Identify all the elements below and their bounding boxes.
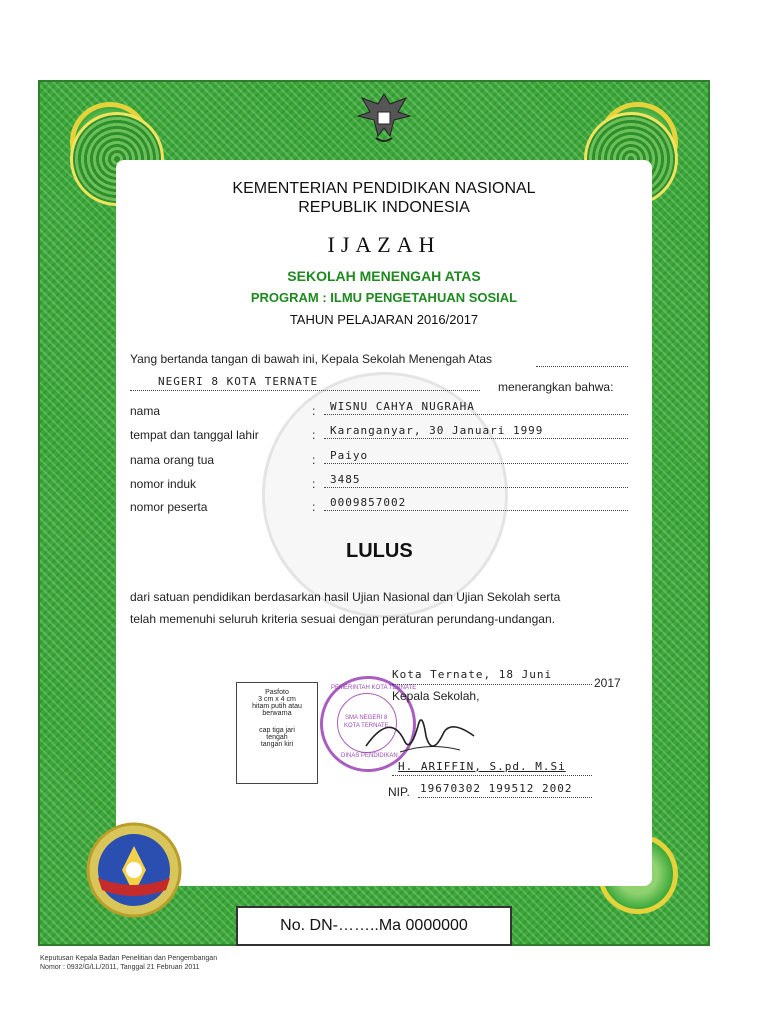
field-value-birth: Karanganyar, 30 Januari 1999 [330, 424, 544, 437]
footnote-line-2: Nomor : 0932/G/LL/2011, Tanggal 21 Februari 2011 [40, 964, 200, 971]
field-label-name: nama [130, 404, 161, 418]
footnote-line-1: Keputusan Kepala Badan Penelitian dan Pengembangan [40, 955, 218, 962]
field-value-name: WISNU CAHYA NUGRAHA [330, 400, 475, 413]
certificate-title: IJAZAH [327, 232, 441, 257]
field-label-exam-number: nomor peserta [130, 500, 208, 514]
field-colon: : [312, 453, 316, 467]
stamp-text-top: PEMERINTAH KOTA TERNATE [331, 685, 417, 691]
intro-dots [536, 366, 628, 367]
photo-placeholder-box [236, 682, 318, 784]
field-dots [324, 414, 628, 415]
statement-line-1: dari satuan pendidikan berdasarkan hasil Ujian Nasional dan Ujian Sekolah serta [130, 590, 561, 604]
field-label-birth: tempat dan tanggal lahir [130, 428, 259, 442]
intro-line: Yang bertanda tangan di bawah ini, Kepala Sekolah Menengah Atas [130, 352, 493, 366]
signature-place-date: Kota Ternate, 18 Juni [392, 668, 553, 681]
garuda-emblem-icon [354, 88, 414, 146]
result-status: LULUS [346, 540, 413, 562]
photo-text-4: berwarna [262, 710, 292, 717]
principal-name: H. ARIFFIN, S.pd. M.Si [398, 760, 566, 773]
field-colon: : [312, 477, 316, 491]
declares-text: menerangkan bahwa: [498, 380, 614, 394]
nip-dots [418, 797, 592, 798]
field-dots [324, 510, 628, 511]
diploma-number-box: No. DN-……..Ma 0000000 [236, 906, 512, 946]
field-colon: : [312, 428, 316, 442]
stamp-text-bottom: DINAS PENDIDIKAN [341, 753, 398, 759]
academic-year: TAHUN PELAJARAN 2016/2017 [289, 312, 479, 327]
photo-text-7: tangan kiri [260, 741, 294, 748]
statement-line-2: telah memenuhi seluruh kriteria sesuai dengan peraturan perundang-undangan. [130, 612, 555, 626]
signature-year: 2017 [594, 676, 621, 690]
field-value-student-number: 3485 [330, 473, 361, 486]
ministry-line-2: REPUBLIK INDONESIA [298, 199, 470, 216]
nip-value: 19670302 199512 2002 [420, 782, 573, 795]
nip-label: NIP. [388, 785, 410, 799]
principal-name-dots [392, 775, 592, 776]
place-date-dots [392, 684, 592, 685]
school-name-dots [130, 390, 480, 391]
photo-text-3: hitam putih atau [252, 703, 302, 710]
handwritten-signature [360, 706, 480, 762]
field-value-parent: Paiyo [330, 449, 369, 462]
photo-text-2: 3 cm x 4 cm [258, 696, 296, 703]
field-dots [324, 463, 628, 464]
photo-text-5: cap tiga jari [259, 727, 295, 734]
field-dots [324, 487, 628, 488]
signature-role: Kepala Sekolah, [392, 689, 480, 703]
field-label-student-number: nomor induk [130, 477, 197, 491]
field-colon: : [312, 500, 316, 514]
field-colon: : [312, 404, 316, 418]
field-value-exam-number: 0009857002 [330, 496, 407, 509]
photo-text-6: tengah [266, 734, 288, 741]
stamp-text-center-2: KOTA TERNATE [344, 723, 389, 729]
photo-text-1: Pasfoto [265, 689, 289, 696]
ministry-line-1: KEMENTERIAN PENDIDIKAN NASIONAL [232, 180, 536, 197]
stamp-text-center-1: SMA NEGERI 8 [345, 715, 388, 721]
field-dots [324, 438, 628, 439]
study-program: PROGRAM : ILMU PENGETAHUAN SOSIAL [250, 290, 518, 305]
school-name-value: NEGERI 8 KOTA TERNATE [158, 375, 319, 388]
school-level: SEKOLAH MENENGAH ATAS [287, 268, 481, 284]
field-label-parent: nama orang tua [130, 453, 215, 467]
ministry-logo-icon [84, 820, 184, 920]
